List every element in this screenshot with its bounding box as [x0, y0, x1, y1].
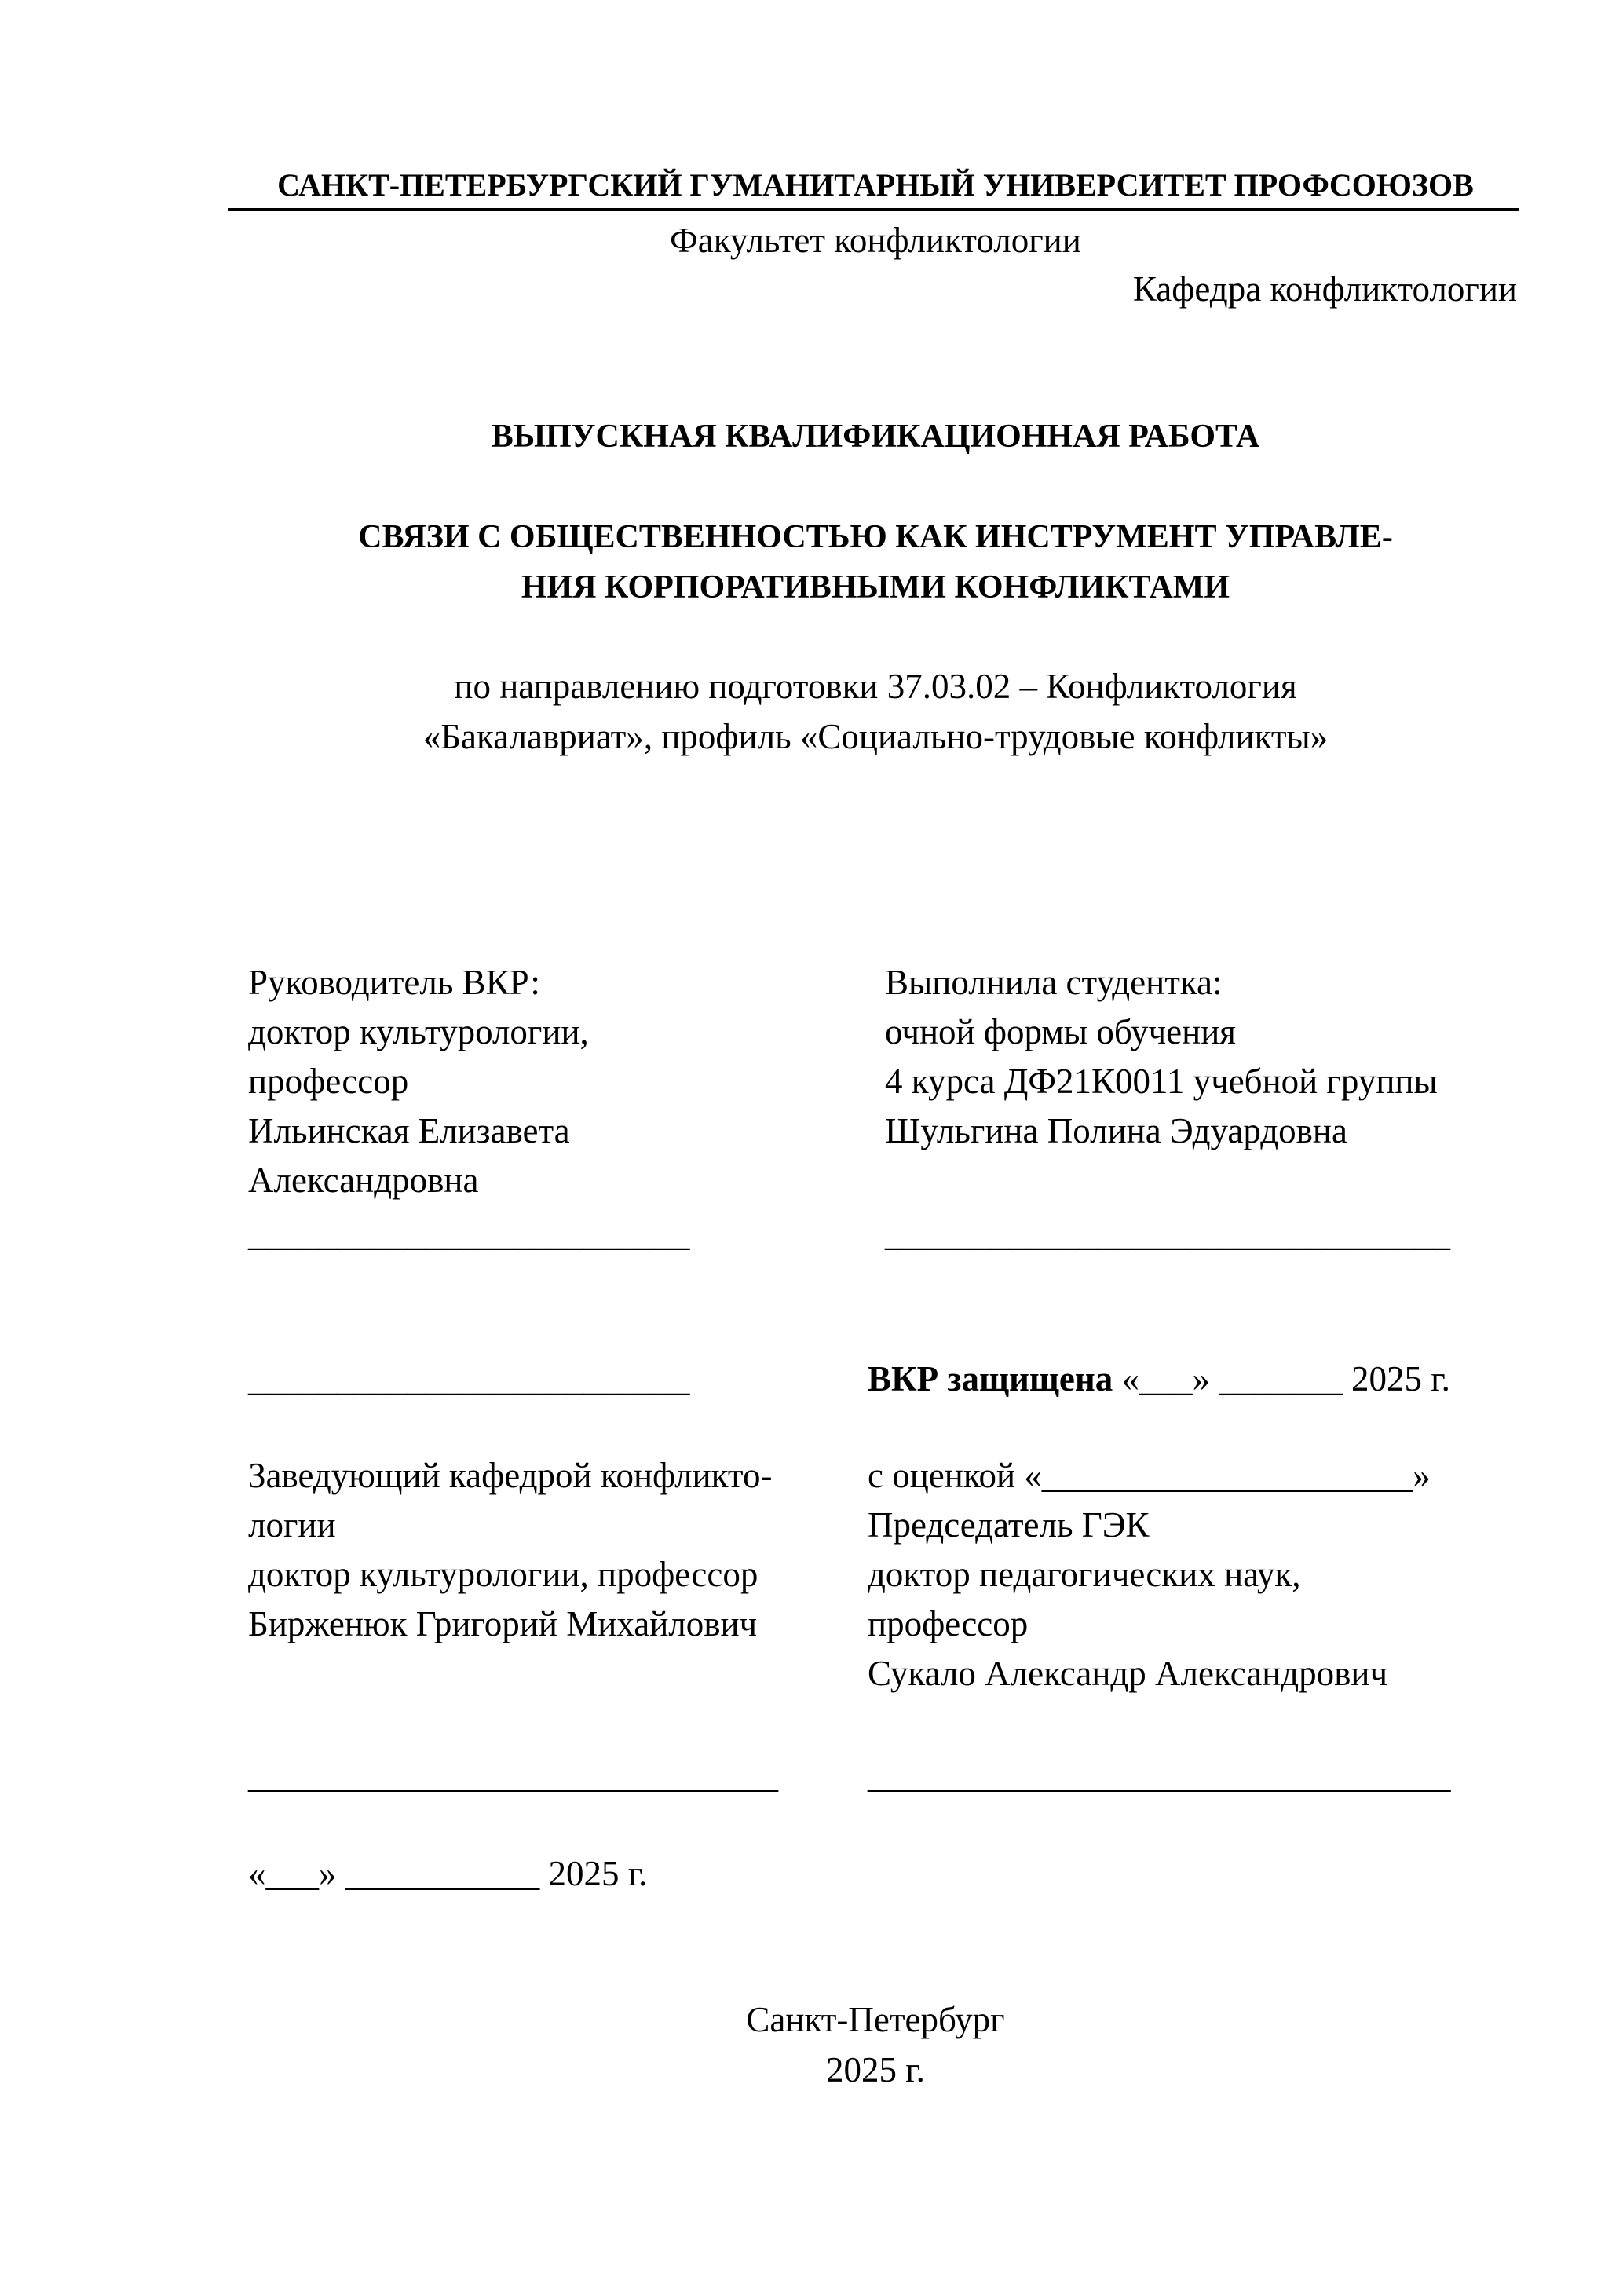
student-line: Шульгина Полина Эдуардовна	[885, 1111, 1347, 1150]
supervisor-line: Ильинская Елизавета	[248, 1111, 570, 1150]
work-type: ВЫПУСКНАЯ КВАЛИФИКАЦИОННАЯ РАБОТА	[491, 419, 1260, 455]
head-signature: ______________________________	[248, 1756, 778, 1795]
student-line: Выполнила студентка:	[885, 963, 1223, 1002]
student-line: очной формы обучения	[885, 1012, 1236, 1051]
commission-line: доктор педагогических наук,	[868, 1555, 1301, 1594]
supervisor-line: профессор	[248, 1062, 409, 1101]
supervisor-line: доктор культурологии,	[248, 1012, 589, 1051]
defense-line	[868, 1355, 1450, 1404]
head-line: Заведующий кафедрой конфликто-	[248, 1456, 773, 1495]
department-name: Кафедра конфликтологии	[1132, 269, 1517, 309]
student-line: 4 курса ДФ21К0011 учебной группы	[885, 1062, 1438, 1101]
student-signature: ________________________________	[885, 1214, 1450, 1253]
footer-year: 2025 г.	[826, 2050, 925, 2089]
university-name: САНКТ-ПЕТЕРБУРГСКИЙ ГУМАНИТАРНЫЙ УНИВЕРСИТЕТ ПРОФСОЮЗОВ	[277, 167, 1474, 203]
topic-line-2: НИЯ КОРПОРАТИВНЫМИ КОНФЛИКТАМИ	[521, 569, 1230, 605]
extra-signature: _________________________	[248, 1359, 690, 1398]
footer-city: Санкт-Петербург	[746, 2000, 1005, 2039]
head-date: «___» ___________ 2025 г.	[248, 1854, 648, 1893]
defense-date: «___» _______ 2025 г.	[1113, 1359, 1450, 1398]
commission-line: Сукало Александр Александрович	[868, 1654, 1388, 1693]
supervisor-line: Александровна	[248, 1161, 479, 1200]
supervisor-signature: _________________________	[248, 1214, 690, 1253]
grade-line: с оценкой «_____________________»	[868, 1456, 1431, 1495]
topic-line-1: СВЯЗИ С ОБЩЕСТВЕННОСТЬЮ КАК ИНСТРУМЕНТ УПРАВЛЕ-	[358, 519, 1393, 555]
head-line: логии	[248, 1505, 336, 1545]
header-rule	[228, 208, 1519, 211]
direction-line-1: по направлению подготовки 37.03.02 – Конфликтология	[454, 667, 1297, 706]
defense-label: ВКР защищена	[868, 1359, 1113, 1398]
head-line: доктор культурологии, профессор	[248, 1555, 758, 1594]
faculty-name: Факультет конфликтологии	[670, 221, 1081, 260]
commission-signature: _________________________________	[868, 1756, 1451, 1795]
commission-line: профессор	[868, 1604, 1029, 1643]
direction-line-2: «Бакалавриат», профиль «Социально-трудовые конфликты»	[422, 717, 1329, 756]
commission-line: Председатель ГЭК	[868, 1505, 1150, 1545]
supervisor-line: Руководитель ВКР:	[248, 963, 540, 1002]
head-line: Бирженюк Григорий Михайлович	[248, 1604, 758, 1643]
